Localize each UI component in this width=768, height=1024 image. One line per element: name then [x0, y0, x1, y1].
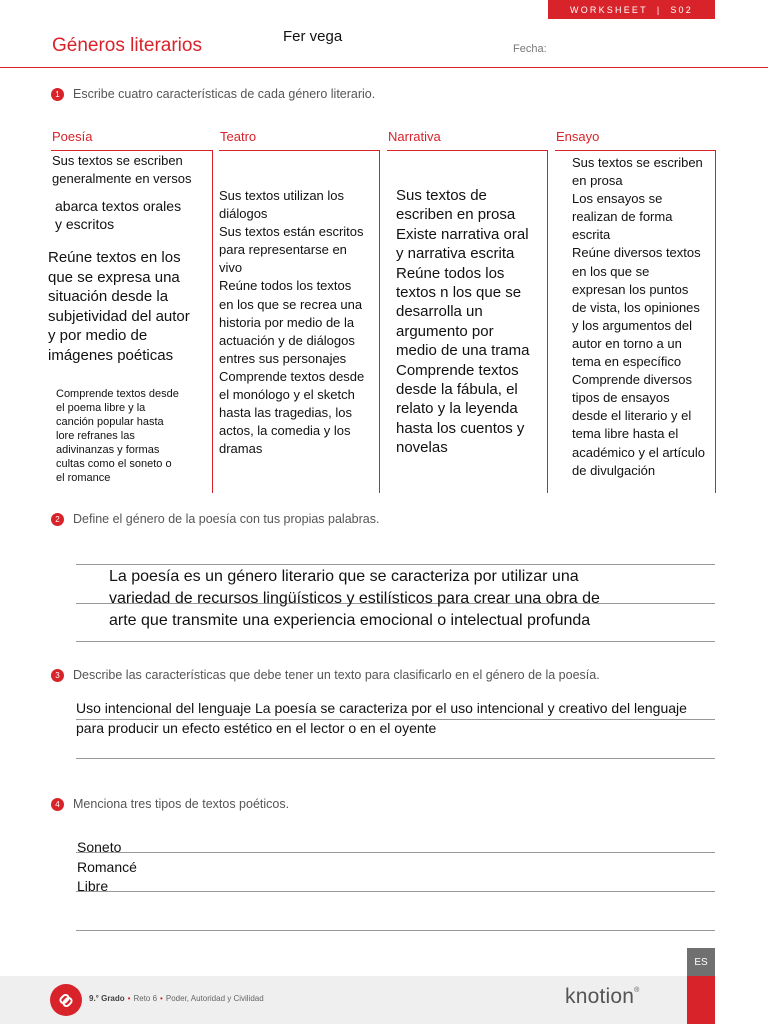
column-heading-poesia: Poesía	[52, 129, 93, 144]
question-prompt: Define el género de la poesía con tus propias palabras.	[73, 512, 380, 526]
question-prompt: Menciona tres tipos de textos poéticos.	[73, 797, 290, 811]
question-2	[51, 512, 379, 526]
answer-q3[interactable]: Uso intencional del lenguaje La poesía se caracteriza por el uso intencional y creativo del lenguaje para producir un efecto estético en el lector o en el oyente	[76, 700, 687, 736]
language-bar	[687, 976, 715, 1024]
knotion-logo-icon	[50, 984, 82, 1016]
question-prompt: Escribe cuatro características de cada género literario.	[73, 87, 376, 101]
question-1	[51, 87, 375, 101]
answer-q4[interactable]: Soneto Romancé Libre	[77, 839, 137, 894]
column-heading-narrativa: Narrativa	[388, 129, 441, 144]
column-heading-teatro: Teatro	[220, 129, 257, 144]
answer-q2[interactable]: La poesía es un género literario que se caracteriza por utilizar una variedad de recursos lingüísticos y estilísticos para crear una obra de arte que transmite una experiencia emocional o intelectual profunda	[109, 568, 600, 629]
language-tab[interactable]: ES	[687, 948, 715, 976]
question-prompt: Describe las características que debe tener un texto para clasificarlo en el género de la poesía.	[73, 668, 600, 682]
worksheet-separator: |	[656, 4, 662, 15]
footer-reto: Reto 6	[133, 994, 158, 1003]
brand-name: knotion	[565, 985, 635, 1008]
answer-line	[76, 930, 715, 931]
worksheet-tag	[548, 0, 715, 19]
brand-logo	[565, 985, 639, 1009]
answer-line	[76, 641, 715, 642]
footer-course-info: 9.° Grado • Reto 6 • Poder, Autoridad y Civilidad	[89, 994, 264, 1003]
answer-line	[76, 758, 715, 759]
question-3	[51, 668, 600, 682]
answer-line	[76, 852, 715, 853]
answer-poesia-3: Reúne textos en los que se expresa una situación desde la subjetividad del autor y por medio de imágenes poéticas	[48, 249, 190, 364]
question-4	[51, 797, 289, 811]
answer-poesia-2: abarca textos orales y escritos	[55, 198, 182, 232]
worksheet-label: WORKSHEET	[570, 4, 648, 15]
question-number: 3	[51, 669, 64, 682]
worksheet-code: S02	[670, 4, 693, 15]
question-number: 1	[51, 88, 64, 101]
answer-poesia-4: Comprende textos desde el poema libre y la canción popular hasta lore refranes las adivinanzas y formas cultas como el soneto o el romance	[56, 388, 179, 484]
header-divider	[0, 67, 768, 68]
footer-topic: Poder, Autoridad y Civilidad	[165, 994, 264, 1003]
answer-line	[76, 891, 715, 892]
brand-mark: ®	[634, 987, 640, 994]
answer-teatro: Sus textos utilizan los diálogos Sus textos están escritos para representarse en vivo Reúne todos los textos en los que se recrea una historia por medio de la actuación y de diálogos entres sus personajes Comprende textos desde el monólogo y el sketch hasta las tragedias, los actos, la comedia y los dramas	[219, 188, 365, 457]
question-number: 2	[51, 513, 64, 526]
footer-grade: 9.° Grado	[89, 994, 125, 1003]
student-name[interactable]: Fer vega	[283, 28, 343, 45]
page-title: Géneros literarios	[52, 35, 202, 56]
answer-ensayo: Sus textos se escriben en prosa Los ensayos se realizan de forma escrita Reúne diversos textos en los que se expresan los puntos de vista, los opiniones y los argumentos del autor en torno a un tema en específico Comprende diversos tipos de ensayos desde el literario y el tema libre hasta el académico y el artículo de divulgación	[572, 155, 705, 478]
question-number: 4	[51, 798, 64, 811]
answer-narrativa: Sus textos de escriben en prosa Existe narrativa oral y narrativa escrita Reúne todos los textos n los que se desarrolla un argumento por medio de una trama Comprende textos desde la fábula, el relato y la leyenda hasta los cuentos y novelas	[396, 187, 530, 457]
column-heading-ensayo: Ensayo	[556, 129, 600, 144]
answer-line	[76, 564, 715, 565]
answer-poesia-1: Sus textos se escriben generalmente en versos	[52, 153, 192, 186]
date-label: Fecha:	[513, 43, 547, 55]
